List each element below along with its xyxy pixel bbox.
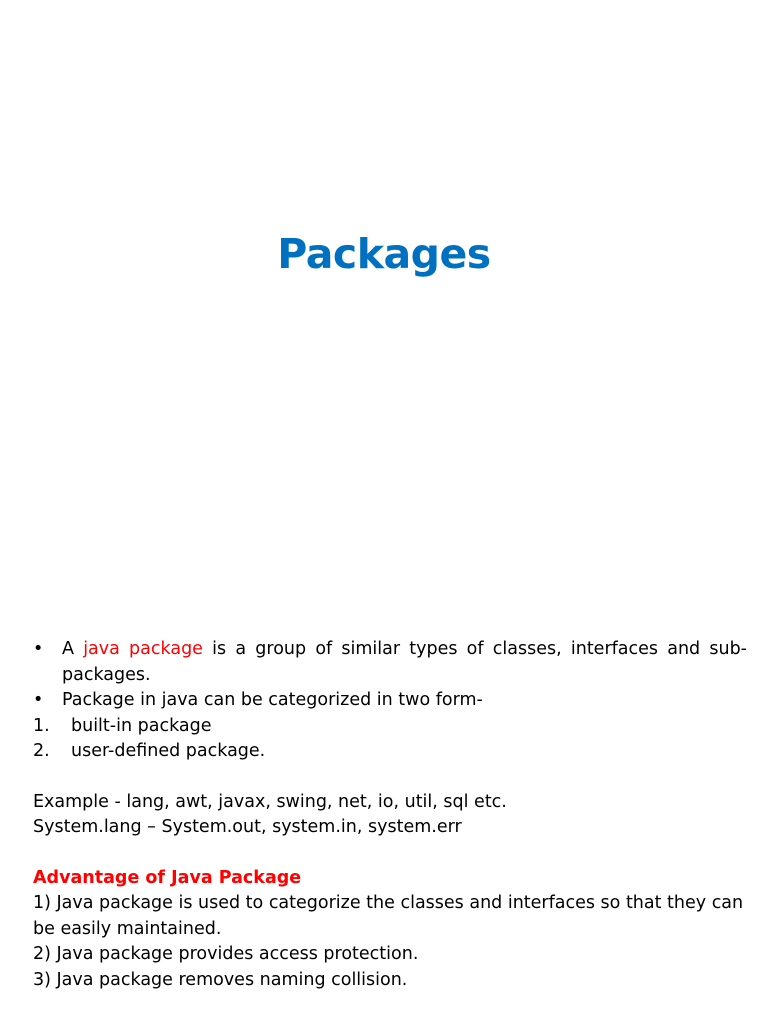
slide-title: Packages	[277, 230, 491, 278]
number-mark: 1.	[33, 715, 50, 736]
numbered-item-user-defined	[33, 739, 747, 765]
spacer	[33, 765, 747, 790]
bullet-suffix: is a group of similar types of classes, interfaces and sub-packages.	[62, 639, 747, 685]
bullet-item-java-package	[33, 637, 747, 688]
advantage-line: 2) Java package provides access protection.	[33, 944, 419, 964]
example-line: Example - lang, awt, javax, swing, net, io, util, sql etc.	[33, 791, 507, 812]
spacer	[33, 841, 747, 866]
java-package-highlight: java package	[83, 639, 203, 659]
bullet-mark: •	[33, 690, 44, 710]
bullet-prefix: A	[62, 639, 84, 659]
example-line: System.lang – System.out, system.in, system.err	[33, 817, 462, 837]
bullet-item-categories	[33, 688, 747, 714]
numbered-text: user-defined package.	[71, 741, 266, 761]
numbered-item-built-in	[33, 714, 747, 740]
advantage-heading: Advantage of Java Package	[33, 867, 302, 888]
bullet-mark: •	[33, 639, 44, 659]
bullet-text: Package in java can be categorized in two form-	[62, 690, 483, 710]
numbered-text: built-in package	[71, 715, 212, 736]
slide-body	[33, 637, 747, 993]
number-mark: 2.	[33, 741, 50, 761]
advantage-line: 1) Java package is used to categorize the classes and interfaces so that they can be easily maintained.	[33, 893, 744, 939]
advantage-line: 3) Java package removes naming collision.	[33, 969, 408, 990]
